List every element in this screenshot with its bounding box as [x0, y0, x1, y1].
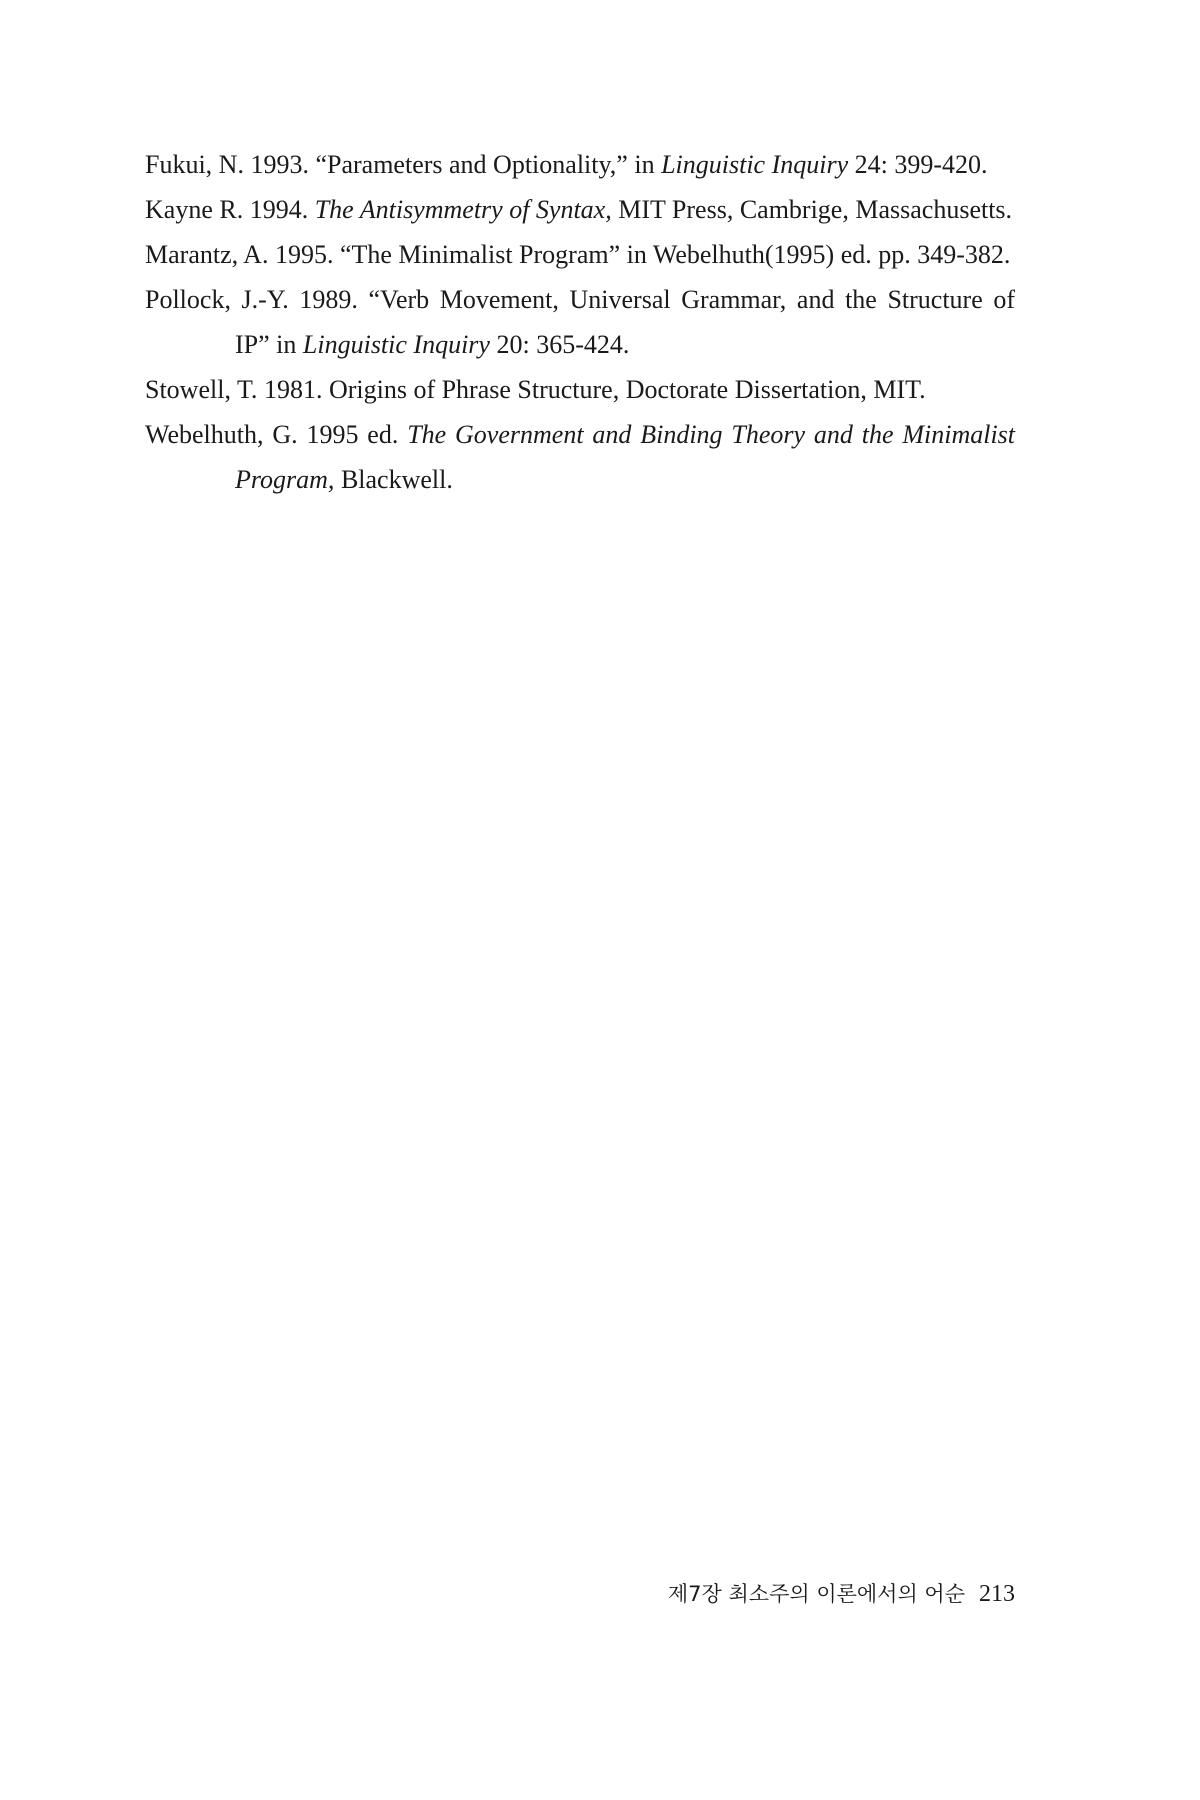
running-chapter-title: 제7장 최소주의 이론에서의 어순 [667, 1582, 965, 1606]
ref-title: The Antisymmetry of Syntax, [314, 195, 612, 224]
ref-author: Pollock, J.-Y. [145, 285, 289, 314]
ref-rest: in Webelhuth(1995) ed. pp. 349-382. [626, 240, 1011, 269]
reference-entry-kayne [145, 187, 1015, 232]
ref-connector: in [634, 150, 655, 179]
ref-venue: Linguistic Inquiry [302, 330, 490, 359]
ref-author: Marantz, A. [145, 240, 269, 269]
ref-year: 1993. [250, 150, 309, 179]
ref-title: “Verb Movement, Universal Grammar, and the Structure of IP” [235, 285, 1016, 359]
ref-year: 1981. [263, 375, 323, 404]
ref-author: Kayne R. [145, 195, 244, 224]
reference-entry-stowell [145, 367, 1015, 412]
reference-list [145, 142, 1015, 502]
ref-author: Stowell, T. [145, 375, 258, 404]
reference-entry-webelhuth [145, 412, 1015, 502]
reference-entry-pollock [145, 277, 1015, 367]
ref-year: 1989. [299, 285, 358, 314]
ref-connector: in [276, 330, 297, 359]
ref-author: Webelhuth, G. [145, 420, 298, 449]
ref-rest: 20: 365-424. [496, 330, 630, 359]
ref-rest: Blackwell. [340, 465, 453, 494]
page-number: 213 [979, 1581, 1015, 1607]
page-footer [668, 1578, 1015, 1608]
ref-title: The Government and Binding Theory and the Minimalist Program, [235, 420, 1016, 494]
ref-title: Origins of Phrase Structure, Doctorate Dissertation, MIT. [328, 375, 926, 404]
ref-title: “Parameters and Optionality,” [315, 150, 628, 179]
ref-year: 1995. [274, 240, 334, 269]
ref-title: “The Minimalist Program” [339, 240, 621, 269]
ref-year: 1995 ed. [306, 420, 399, 449]
reference-entry-fukui [145, 142, 1015, 187]
ref-year: 1994. [249, 195, 309, 224]
ref-rest: 24: 399-420. [854, 150, 988, 179]
ref-venue: Linguistic Inquiry [661, 150, 849, 179]
ref-rest: MIT Press, Cambrige, Massachusetts. [618, 195, 1013, 224]
ref-author: Fukui, N. [145, 150, 244, 179]
reference-entry-marantz [145, 232, 1015, 277]
